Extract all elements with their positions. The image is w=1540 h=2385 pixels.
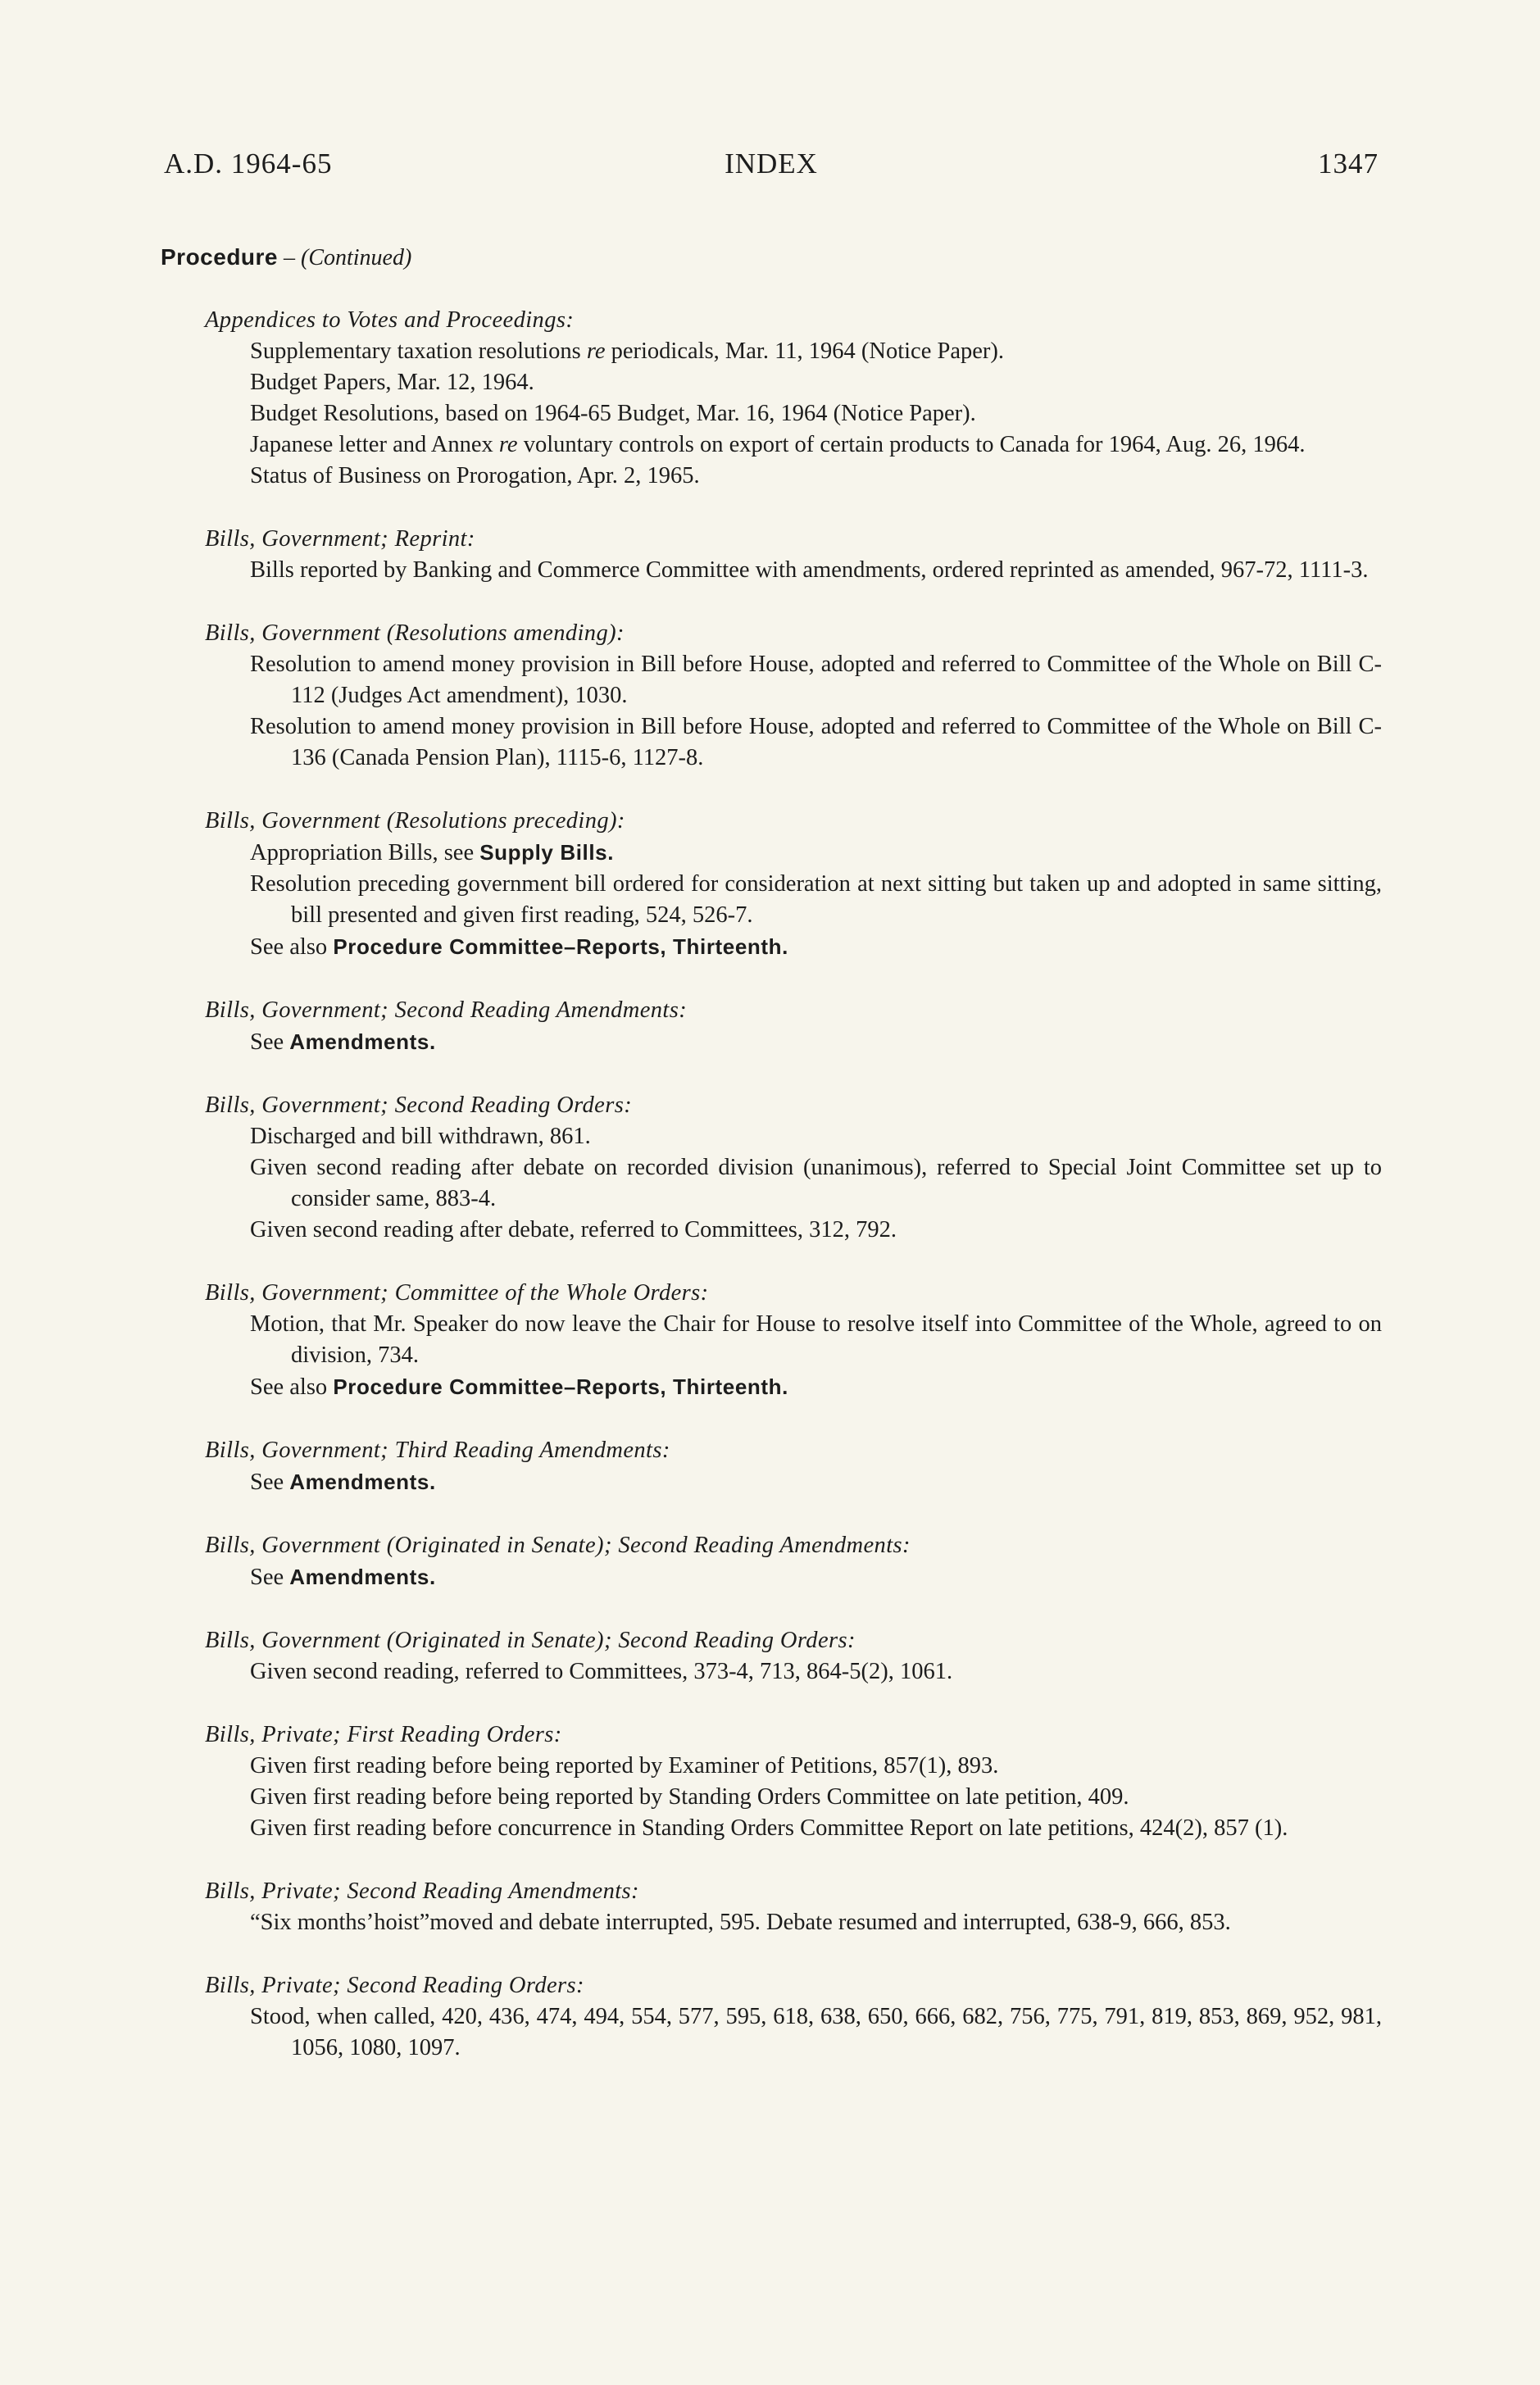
cross-reference: Amendments. xyxy=(289,1029,436,1054)
index-entry xyxy=(250,1215,1382,1246)
index-section xyxy=(205,1970,1382,2064)
index-section xyxy=(205,1625,1382,1688)
index-entry xyxy=(250,1121,1382,1152)
page-number: 1347 xyxy=(1318,148,1379,179)
running-head xyxy=(164,148,1379,189)
header-title: INDEX xyxy=(725,148,818,179)
index-entry xyxy=(250,429,1382,461)
index-section xyxy=(205,1435,1382,1498)
cross-reference: Amendments. xyxy=(289,1470,436,1494)
entry-italic-text: re xyxy=(586,338,606,364)
index-entry xyxy=(250,837,1382,869)
index-entry xyxy=(250,1751,1382,1782)
index-entries xyxy=(205,305,1382,2096)
index-entry xyxy=(250,461,1382,492)
entry-italic-text: re xyxy=(498,432,518,457)
entry-text: Given second reading after debate, referred to Committees, 312, 792. xyxy=(250,1217,897,1242)
index-entry xyxy=(250,1907,1382,1938)
section-title: Bills, Government; Reprint: xyxy=(205,526,475,552)
cross-reference: Procedure Committee–Reports, Thirteenth. xyxy=(333,1374,788,1399)
section-title: Bills, Government (Originated in Senate); Second Reading Amendments: xyxy=(205,1533,911,1558)
entry-text: Stood, when called, 420, 436, 474, 494, 554, 577, 595, 618, 638, 650, 666, 682, 756, 775, 791, 819, 853, 869, 952, 981, 1056, 1080, 1097. xyxy=(250,2004,1382,2060)
section-title: Appendices to Votes and Proceedings: xyxy=(205,307,575,333)
entry-text: See also xyxy=(250,1374,334,1400)
entry-text: Bills reported by Banking and Commerce Committee with amendments, ordered reprinted as amended, 967-72, 1111-3. xyxy=(250,557,1369,583)
entry-text: Given second reading after debate on recorded division (unanimous), referred to Special Joint Committee set up to consider same, 883-4. xyxy=(250,1155,1382,1211)
entry-text: Supplementary taxation resolutions xyxy=(250,338,587,364)
index-entry xyxy=(250,1656,1382,1688)
section-title: Bills, Government (Originated in Senate); Second Reading Orders: xyxy=(205,1628,856,1653)
heading-dash: – xyxy=(278,245,301,270)
cross-reference: Amendments. xyxy=(289,1565,436,1589)
entry-text: Discharged and bill withdrawn, 861. xyxy=(250,1124,591,1149)
index-entry xyxy=(250,869,1382,931)
entry-text: “Six months’hoist”moved and debate interrupted, 595. Debate resumed and interrupted, 638-9, 666, 853. xyxy=(250,1910,1231,1935)
index-entry xyxy=(250,555,1382,586)
index-entry xyxy=(250,1026,1382,1058)
entry-text: Given first reading before being reported by Standing Orders Committee on late petition, 409. xyxy=(250,1784,1129,1810)
index-section xyxy=(205,995,1382,1058)
index-section xyxy=(205,305,1382,492)
entry-text: Resolution to amend money provision in Bill before House, adopted and referred to Committee of the Whole on Bill C-112 (Judges Act amendment), 1030. xyxy=(250,652,1382,708)
section-title: Bills, Government; Committee of the Whole Orders: xyxy=(205,1280,709,1306)
entry-text: voluntary controls on export of certain products to Canada for 1964, Aug. 26, 1964. xyxy=(517,432,1306,457)
index-section xyxy=(205,524,1382,586)
cross-reference: Supply Bills. xyxy=(479,840,615,865)
index-section xyxy=(205,1876,1382,1938)
index-entry xyxy=(250,931,1382,963)
entry-text: See xyxy=(250,1470,290,1495)
index-section xyxy=(205,1278,1382,1403)
index-entry xyxy=(250,1152,1382,1215)
entry-text: Japanese letter and Annex xyxy=(250,432,499,457)
entry-text: See xyxy=(250,1565,290,1590)
entry-text: Appropriation Bills, see xyxy=(250,840,480,865)
entry-text: periodicals, Mar. 11, 1964 (Notice Paper). xyxy=(605,338,1004,364)
heading-term: Procedure xyxy=(161,244,278,270)
index-entry xyxy=(250,1309,1382,1371)
entry-text: Resolution to amend money provision in Bill before House, adopted and referred to Committee of the Whole on Bill C-136 (Canada Pension Plan), 1115-6, 1127-8. xyxy=(250,714,1382,770)
entry-text: Given first reading before concurrence in Standing Orders Committee Report on late petitions, 424(2), 857 (1). xyxy=(250,1815,1288,1841)
cross-reference: Procedure Committee–Reports, Thirteenth. xyxy=(333,934,788,959)
index-entry xyxy=(250,367,1382,398)
entry-text: Resolution preceding government bill ordered for consideration at next sitting but taken up and adopted in same sitting, bill presented and given first reading, 524, 526-7. xyxy=(250,871,1382,928)
section-title: Bills, Government; Second Reading Amendments: xyxy=(205,997,688,1023)
index-entry xyxy=(250,398,1382,429)
index-entry xyxy=(250,1371,1382,1403)
index-section xyxy=(205,806,1382,963)
entry-text: Given first reading before being reported by Examiner of Petitions, 857(1), 893. xyxy=(250,1753,999,1779)
index-entry xyxy=(250,711,1382,774)
index-section xyxy=(205,1719,1382,1844)
entry-text: Motion, that Mr. Speaker do now leave the Chair for House to resolve itself into Committee of the Whole, agreed to on division, 734. xyxy=(250,1311,1382,1368)
entry-text: Budget Papers, Mar. 12, 1964. xyxy=(250,370,534,395)
section-title: Bills, Government (Resolutions amending): xyxy=(205,620,625,646)
index-section xyxy=(205,1530,1382,1593)
section-title: Bills, Private; Second Reading Orders: xyxy=(205,1973,584,1998)
index-entry xyxy=(250,1561,1382,1593)
section-title: Bills, Private; First Reading Orders: xyxy=(205,1722,562,1747)
section-title: Bills, Government (Resolutions preceding): xyxy=(205,808,625,834)
entry-text: Budget Resolutions, based on 1964-65 Budget, Mar. 16, 1964 (Notice Paper). xyxy=(250,401,976,426)
index-entry xyxy=(250,1466,1382,1498)
index-heading xyxy=(161,244,411,271)
index-entry xyxy=(250,1813,1382,1844)
entry-text: Given second reading, referred to Committees, 373-4, 713, 864-5(2), 1061. xyxy=(250,1659,953,1684)
entry-text: See also xyxy=(250,934,334,960)
index-entry xyxy=(250,649,1382,711)
section-title: Bills, Government; Third Reading Amendments: xyxy=(205,1438,670,1463)
index-entry xyxy=(250,2001,1382,2064)
index-section xyxy=(205,1090,1382,1246)
section-title: Bills, Private; Second Reading Amendments: xyxy=(205,1878,639,1904)
heading-continued: (Continued) xyxy=(301,245,412,270)
header-date-range: A.D. 1964-65 xyxy=(164,148,333,179)
index-entry xyxy=(250,1782,1382,1813)
entry-text: See xyxy=(250,1029,290,1055)
section-title: Bills, Government; Second Reading Orders: xyxy=(205,1093,633,1118)
index-entry xyxy=(250,336,1382,367)
entry-text: Status of Business on Prorogation, Apr. 2, 1965. xyxy=(250,463,700,488)
index-section xyxy=(205,618,1382,774)
